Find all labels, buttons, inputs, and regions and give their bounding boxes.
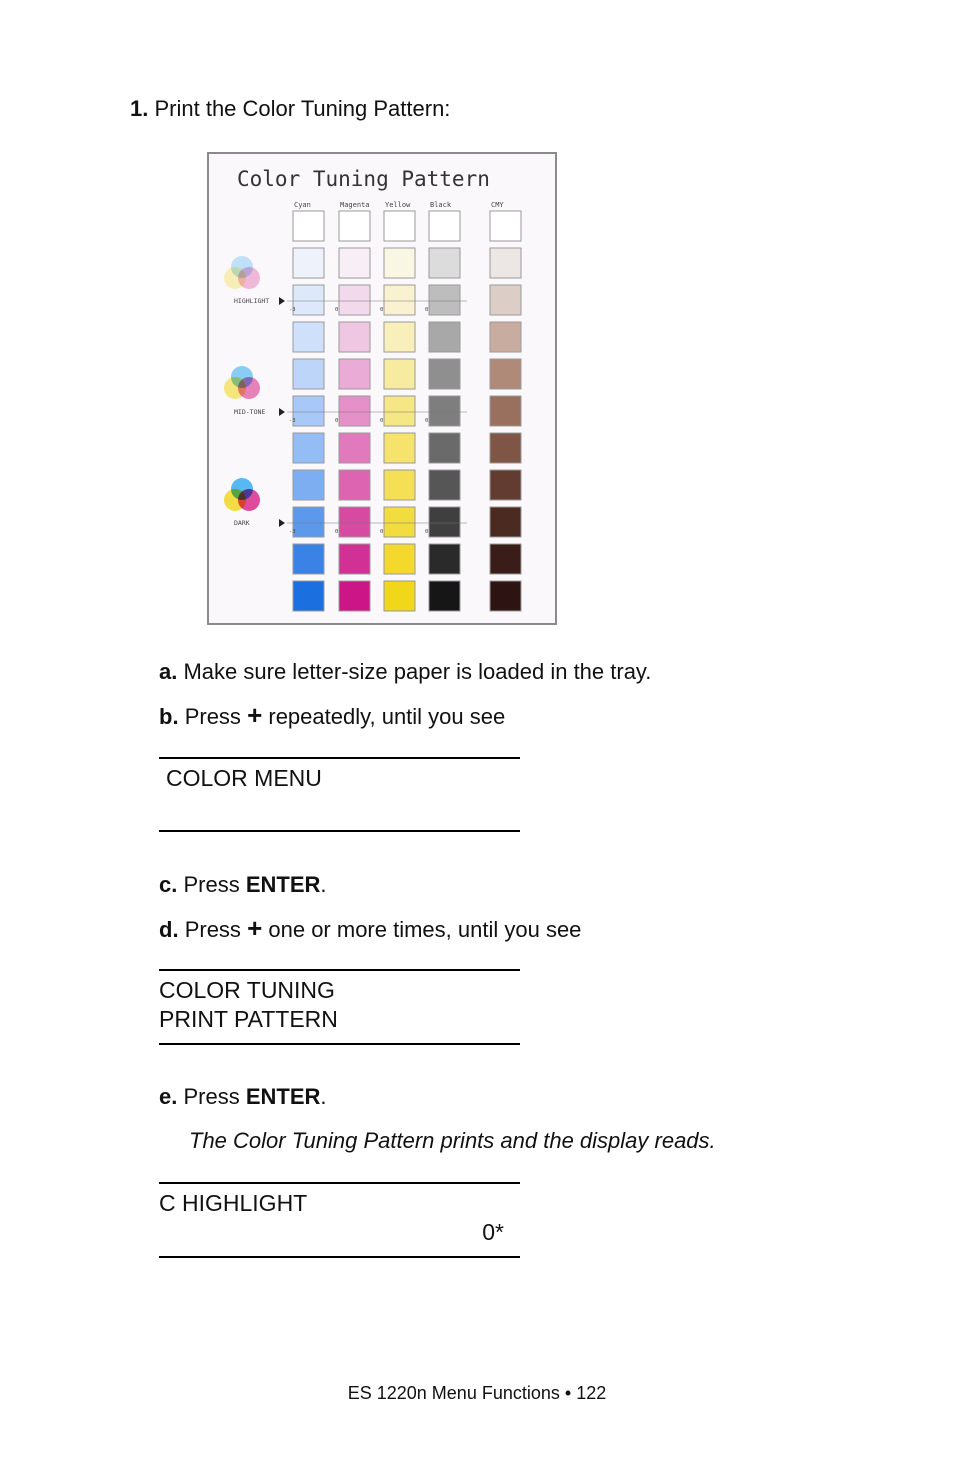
enter-key-label: ENTER xyxy=(245,1084,321,1109)
color-swatch xyxy=(384,396,415,426)
marker-value: 0 xyxy=(425,418,429,424)
color-swatch xyxy=(490,248,521,278)
result-note: The Color Tuning Pattern prints and the display reads. xyxy=(189,1128,716,1153)
color-swatch xyxy=(293,470,324,500)
figure-title: Color Tuning Pattern xyxy=(237,167,490,191)
color-swatch xyxy=(429,211,460,241)
color-swatch xyxy=(490,507,521,537)
marker-value: 0 xyxy=(335,418,339,424)
marker-value: 0 xyxy=(380,418,384,424)
step-number: 1. xyxy=(130,96,149,121)
plus-key-icon: + xyxy=(247,913,263,943)
page-number: 122 xyxy=(576,1383,607,1403)
arrow-marker-icon xyxy=(279,408,285,416)
color-swatch xyxy=(384,359,415,389)
color-swatch xyxy=(293,507,324,537)
color-swatch xyxy=(490,433,521,463)
marker-value: -3 xyxy=(289,418,296,424)
display-line-2: PRINT PATTERN xyxy=(159,1006,338,1032)
marker-value: -3 xyxy=(289,529,296,535)
display-line-2: 0* xyxy=(482,1219,504,1245)
column-label: Cyan xyxy=(294,201,311,209)
color-swatch xyxy=(429,470,460,500)
step-text: Print the Color Tuning Pattern: xyxy=(154,96,451,121)
color-swatch xyxy=(429,359,460,389)
display-line-1: COLOR MENU xyxy=(166,765,322,791)
footer-title: ES 1220n Menu Functions xyxy=(347,1383,560,1403)
section-label: MID-TONE xyxy=(234,408,266,416)
step-letter: c. xyxy=(159,872,178,897)
marker-value: 0 xyxy=(335,529,339,535)
step-text: Press xyxy=(184,704,241,729)
color-swatch xyxy=(429,544,460,574)
footer-separator: • xyxy=(564,1383,572,1403)
color-swatch xyxy=(339,396,370,426)
step-text: repeatedly, until you see xyxy=(268,704,506,729)
venn-diagram-icon xyxy=(224,366,260,399)
color-swatch xyxy=(490,544,521,574)
color-swatch xyxy=(293,544,324,574)
color-swatch xyxy=(490,581,521,611)
color-tuning-pattern-figure xyxy=(207,152,557,625)
color-swatch xyxy=(429,322,460,352)
color-swatch xyxy=(293,211,324,241)
step-c xyxy=(159,872,327,898)
step-text: Press xyxy=(183,872,240,897)
color-swatch xyxy=(490,470,521,500)
display-line-1: C HIGHLIGHT xyxy=(159,1190,308,1216)
color-swatch xyxy=(429,581,460,611)
color-swatch xyxy=(384,211,415,241)
display-top-rule xyxy=(159,1182,520,1184)
display-bottom-rule xyxy=(159,1043,520,1045)
color-swatch xyxy=(339,544,370,574)
color-swatch xyxy=(339,581,370,611)
color-swatch xyxy=(384,433,415,463)
arrow-marker-icon xyxy=(279,297,285,305)
marker-value: 0 xyxy=(380,529,384,535)
display-top-rule xyxy=(159,757,520,759)
color-swatch xyxy=(339,248,370,278)
color-swatch xyxy=(490,322,521,352)
section-label: HIGHLIGHT xyxy=(234,297,270,305)
enter-key-label: ENTER xyxy=(245,872,321,897)
color-swatch xyxy=(293,359,324,389)
step-text: one or more times, until you see xyxy=(268,917,582,942)
step-letter: a. xyxy=(159,659,178,684)
color-swatch xyxy=(384,544,415,574)
marker-value: 0 xyxy=(425,307,429,313)
color-swatch xyxy=(429,396,460,426)
color-swatch xyxy=(384,470,415,500)
color-swatch xyxy=(339,507,370,537)
color-swatch xyxy=(429,433,460,463)
color-swatch xyxy=(293,433,324,463)
color-swatch xyxy=(339,470,370,500)
color-swatch xyxy=(490,396,521,426)
color-swatch xyxy=(293,248,324,278)
venn-diagram-icon xyxy=(224,256,260,289)
plus-key-icon: + xyxy=(247,700,263,730)
color-swatch xyxy=(293,396,324,426)
marker-value: 0 xyxy=(425,529,429,535)
color-swatch xyxy=(293,581,324,611)
step-punctuation: . xyxy=(320,872,327,897)
color-swatch xyxy=(339,285,370,315)
column-label: Magenta xyxy=(340,201,370,209)
color-swatch xyxy=(429,507,460,537)
step-b xyxy=(159,702,505,730)
display-line-1: COLOR TUNING xyxy=(159,977,335,1003)
color-swatch xyxy=(293,285,324,315)
color-swatch xyxy=(339,211,370,241)
color-swatch xyxy=(384,285,415,315)
arrow-marker-icon xyxy=(279,519,285,527)
marker-value: 0 xyxy=(335,307,339,313)
display-bottom-rule xyxy=(159,1256,520,1258)
column-label: Black xyxy=(430,201,452,209)
marker-value: 0 xyxy=(380,307,384,313)
color-swatch xyxy=(490,359,521,389)
color-swatch xyxy=(490,211,521,241)
color-swatch xyxy=(384,507,415,537)
step-text: Press xyxy=(184,917,241,942)
step-1 xyxy=(130,96,450,122)
color-tuning-pattern-image xyxy=(209,154,555,623)
color-swatch xyxy=(339,433,370,463)
step-text: Make sure letter-size paper is loaded in the tray. xyxy=(183,659,652,684)
color-swatch xyxy=(384,581,415,611)
step-letter: e. xyxy=(159,1084,178,1109)
marker-value: -3 xyxy=(289,307,296,313)
page-footer xyxy=(0,1382,954,1404)
color-swatch xyxy=(384,248,415,278)
venn-diagram-icon xyxy=(224,478,260,511)
step-letter: d. xyxy=(159,917,179,942)
color-swatch xyxy=(293,322,324,352)
step-punctuation: . xyxy=(320,1084,327,1109)
display-top-rule xyxy=(159,969,520,971)
step-text: Press xyxy=(183,1084,240,1109)
column-label: CMY xyxy=(491,201,504,209)
color-swatch xyxy=(429,285,460,315)
color-swatch xyxy=(490,285,521,315)
column-label: Yellow xyxy=(385,201,411,209)
step-letter: b. xyxy=(159,704,179,729)
color-swatch xyxy=(339,359,370,389)
display-bottom-rule xyxy=(159,830,520,832)
color-swatch xyxy=(339,322,370,352)
step-a xyxy=(159,659,651,685)
step-d xyxy=(159,915,581,943)
color-swatch xyxy=(384,322,415,352)
section-label: DARK xyxy=(234,519,250,527)
color-swatch xyxy=(429,248,460,278)
step-e xyxy=(159,1084,327,1110)
